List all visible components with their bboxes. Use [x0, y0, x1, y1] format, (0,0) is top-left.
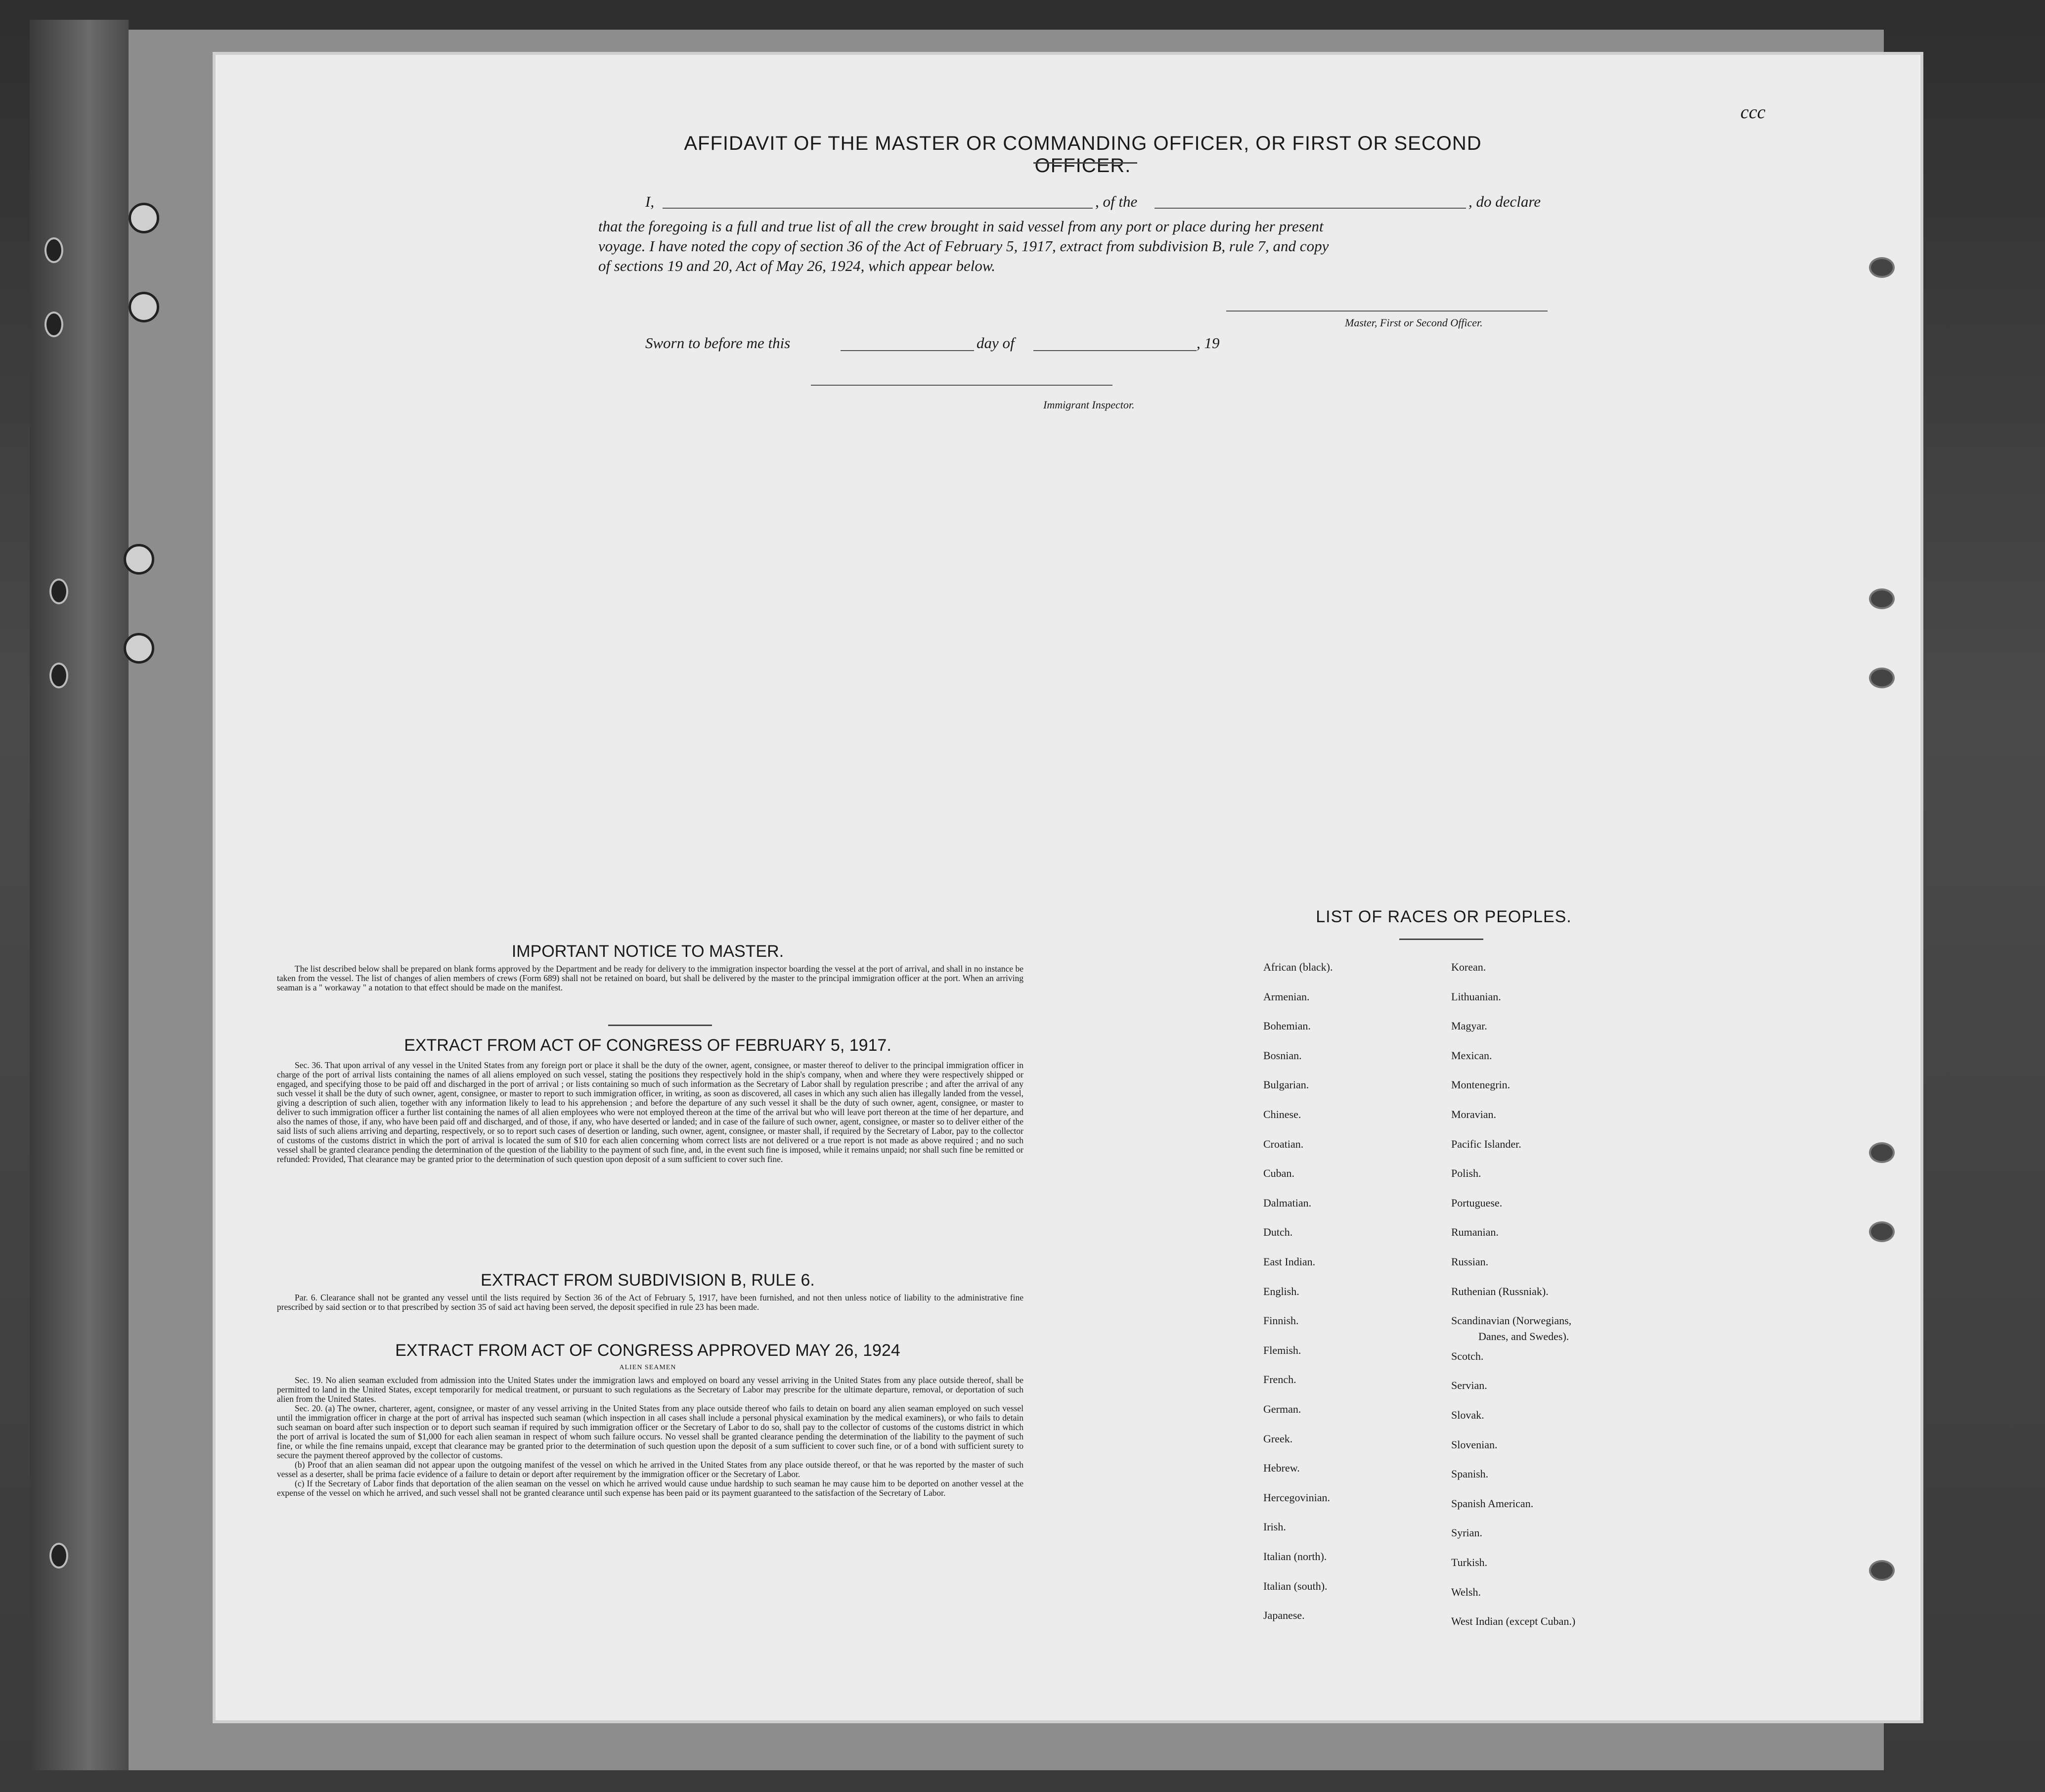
race-item: Servian. [1451, 1379, 1487, 1392]
sworn-day-line [841, 350, 974, 351]
race-item: Chinese. [1263, 1108, 1301, 1120]
race-item: Moravian. [1451, 1108, 1497, 1120]
inspector-caption: Immigrant Inspector. [1043, 399, 1135, 411]
race-item: Greek. [1263, 1432, 1293, 1445]
binder-hole [49, 1543, 68, 1568]
punch-hole [1869, 588, 1895, 609]
race-item: East Indian. [1263, 1255, 1316, 1268]
race-item: Dalmatian. [1263, 1196, 1312, 1209]
master-name-line [663, 208, 1093, 209]
race-item: Polish. [1451, 1167, 1481, 1180]
binder-hole [44, 237, 63, 263]
binder-ring [129, 292, 159, 322]
affidavit-body-line3: of sections 19 and 20, Act of May 26, 1924, which appear below. [598, 257, 996, 274]
race-item: German. [1263, 1403, 1301, 1415]
race-item: Turkish. [1451, 1556, 1488, 1568]
affidavit-of-the-label: , of the [1095, 193, 1138, 210]
sworn-month-line [1033, 350, 1197, 351]
race-item: Cuban. [1263, 1167, 1294, 1180]
binder-hole [44, 312, 63, 337]
section-rule [608, 1025, 712, 1026]
race-item: Scandinavian (Norwegians, [1451, 1314, 1572, 1327]
binder-hole [49, 579, 68, 604]
extract-rule6-text: Par. 6. Clearance shall not be granted any vessel until the lists required by Section 36 of the Act of February 5, 1917, have been furnished, and not then unless notice of liability to the administrative fine prescribed by said section or to that prescribed by section 35 of said act having been served, the deposit specified in rule 23 has been made. [277, 1293, 1023, 1312]
race-item: English. [1263, 1285, 1299, 1298]
inspector-signature-line [811, 385, 1112, 386]
vessel-name-line [1155, 208, 1466, 209]
notice-heading: IMPORTANT NOTICE TO MASTER. [511, 942, 784, 961]
corner-page-mark: ccc [1740, 102, 1766, 123]
affidavit-i-label: I, [645, 193, 655, 210]
race-item: Italian (south). [1263, 1579, 1328, 1592]
race-item: Japanese. [1263, 1609, 1305, 1622]
race-item: Magyar. [1451, 1020, 1487, 1032]
race-item: Flemish. [1263, 1344, 1301, 1356]
punch-hole [1869, 668, 1895, 688]
binder-ring [129, 203, 159, 233]
race-item: Dutch. [1263, 1226, 1293, 1239]
race-item: Hebrew. [1263, 1462, 1300, 1475]
race-item: Irish. [1263, 1521, 1286, 1533]
race-item: Armenian. [1263, 990, 1310, 1003]
heading-rule [1033, 162, 1137, 164]
master-signature-line [1226, 311, 1548, 312]
race-item: Croatian. [1263, 1137, 1304, 1150]
race-item: Lithuanian. [1451, 990, 1501, 1003]
sec20a-text: Sec. 20. (a) The owner, charterer, agent, consignee, or master of any vessel arriving in the United States from any place outside thereof who fails to detain on board any alien seaman employed on such vessel until the immigration officer in charge at the port of arrival has inspected such seaman (which inspection in all cases shall include a personal physical examination by the medical examiners), or who fails to detain such seaman on board after such inspection or to deport such seaman if required by such immigration officer or the Secretary of Labor to do so, shall pay to the collector of customs of the customs district in which the port of arrival is located the sum of $1,000 for each alien seaman in respect of whom such failure occurs. No vessel shall be granted clearance pending the determination of the liability to the payment of such fine, or while the fine remains unpaid, except that clearance may be granted prior to the determination of such question upon the deposit of a sum sufficient to cover such fine, or of a bond with sufficient surety to secure the payment thereof approved by the collector of customs. [277, 1403, 1023, 1460]
race-item: African (black). [1263, 961, 1333, 973]
race-item: Pacific Islander. [1451, 1137, 1521, 1150]
race-item: French. [1263, 1373, 1296, 1386]
punch-hole [1869, 1142, 1895, 1163]
year-label: , 19 [1197, 334, 1220, 352]
race-item: Bosnian. [1263, 1049, 1302, 1062]
race-item: Syrian. [1451, 1526, 1482, 1539]
affidavit-body-line1: that the foregoing is a full and true list of all the crew brought in said vessel from any port or place during her present [598, 218, 1324, 235]
race-item: Slovenian. [1451, 1438, 1498, 1451]
master-caption: Master, First or Second Officer. [1345, 316, 1483, 329]
sworn-label: Sworn to before me this [645, 334, 791, 352]
binder-ring [124, 544, 154, 575]
race-item: Italian (north). [1263, 1550, 1327, 1563]
race-item: West Indian (except Cuban.) [1451, 1615, 1576, 1628]
race-item: Bohemian. [1263, 1020, 1311, 1032]
race-item: Welsh. [1451, 1585, 1481, 1598]
binder-ring [124, 633, 154, 664]
race-item: Ruthenian (Russniak). [1451, 1285, 1549, 1298]
alien-seamen-subheading: ALIEN SEAMEN [619, 1364, 676, 1371]
sec19-text: Sec. 19. No alien seaman excluded from admission into the United States under the immigration laws and employed on board any vessel arriving in the United States from any place outside thereof, shall be permitted to land in the United States, except temporarily for medical treatment, or pursuant to such regulations as the Secretary of Labor may prescribe for the ultimate departure, removal, or deportation of such alien from the United States. [277, 1375, 1023, 1404]
race-item: Spanish American. [1451, 1497, 1534, 1510]
race-item: Finnish. [1263, 1314, 1299, 1327]
race-item: Slovak. [1451, 1409, 1484, 1421]
race-item: Korean. [1451, 961, 1486, 973]
race-item: Bulgarian. [1263, 1078, 1309, 1091]
extract-1924-text [277, 1376, 1023, 1498]
race-item: Mexican. [1451, 1049, 1492, 1062]
race-item: Scotch. [1451, 1349, 1484, 1362]
race-item: Portuguese. [1451, 1196, 1503, 1209]
race-item: Russian. [1451, 1255, 1489, 1268]
notice-text: The list described below shall be prepared on blank forms approved by the Department and be ready for delivery to the immigration inspector boarding the vessel at the port of arrival, and shall in no instance be taken from the vessel. The list of changes of alien members of crews (Form 689) shall not be retained on board, but shall be delivered by the master to the principal immigration officer at the port. When an arriving seaman is a " workaway " a notation to that effect should be made on the manifest. [277, 964, 1023, 992]
extract-rule6-heading: EXTRACT FROM SUBDIVISION B, RULE 6. [481, 1271, 815, 1290]
binder-hole [49, 663, 68, 688]
extract-1917-heading: EXTRACT FROM ACT OF CONGRESS OF FEBRUARY 5, 1917. [404, 1036, 891, 1055]
race-item: Spanish. [1451, 1468, 1489, 1480]
race-scandinavian-cont: Danes, and Swedes). [1478, 1330, 1569, 1343]
race-item: Hercegovinian. [1263, 1491, 1330, 1504]
punch-hole [1869, 1560, 1895, 1581]
race-item: Rumanian. [1451, 1226, 1499, 1239]
races-rule [1399, 939, 1483, 940]
affidavit-declare-label: , do declare [1468, 193, 1541, 210]
sec20c-text: (c) If the Secretary of Labor finds that deportation of the alien seaman on the vessel on which he arrived would cause undue hardship to such seaman he may cause him to be deported on another vessel at the expense of the vessel on which he arrived, and such vessel shall not be granted clearance until such expense has been paid or its payment guaranteed to the satisfaction of the Secretary of Labor. [277, 1478, 1023, 1498]
binder-strip [30, 20, 129, 1770]
sec20b-text: (b) Proof that an alien seaman did not appear upon the outgoing manifest of the vessel on which he arrived in the United States from any place outside thereof, or that he was reported by the master of such vessel as a deserter, shall be prima facie evidence of a failure to detain or deport after requirement by the immigration officer or the Secretary of Labor. [277, 1460, 1023, 1479]
affidavit-body-line2: voyage. I have noted the copy of section 36 of the Act of February 5, 1917, extract from subdivision B, rule 7, and copy [598, 237, 1329, 255]
race-item: Montenegrin. [1451, 1078, 1511, 1091]
extract-1924-heading: EXTRACT FROM ACT OF CONGRESS APPROVED MAY 26, 1924 [395, 1341, 900, 1360]
punch-hole [1869, 1221, 1895, 1242]
extract-1917-text: Sec. 36. That upon arrival of any vessel in the United States from any foreign port or place it shall be the duty of the owner, agent, consignee, or master thereof to deliver to the principal immigration officer in charge of the port of arrival lists containing the names of all aliens employed on such vessel, stating the positions they respectively hold in the ship's company, when and where they were respectively shipped or engaged, and specifying those to be paid off and discharged in the port of arrival ; or lists containing so much of such information as the Secretary of Labor shall by regulation prescribe ; and after the arrival of any such vessel it shall be the duty of such owner, agent, consignee, or master to report to such immigration officer, in writing, as soon as discovered, all cases in which any such alien has illegally landed from the vessel, giving a description of such alien, together with any information likely to lead to his apprehension ; and before the departure of any such vessel it shall be the duty of such owner, agent, consignee, or master to deliver to such immigration officer a further list containing the names of all alien employees who were not employed thereon at the time of the arrival but who will leave port thereon at the time of her departure, and also the names of those, if any, who have been paid off and discharged, and of those, if any, who have deserted or landed; and in case of the failure of such owner, agent, consignee, or master so to deliver either of the said lists of such aliens arriving and departing, respectively, or so to report such cases of desertion or landing, such owner, agent, consignee, or master shall, if required by the Secretary of Labor, pay to the collector of customs of the customs district in which the port of arrival is located the sum of $10 for each alien concerning whom correct lists are not delivered or a true report is not made as above required ; and no such vessel shall be granted clearance pending the determination of the question of the liability to the payment of such fine, and, in the event such fine is imposed, while it remains unpaid; nor shall such fine be remitted or refunded: Provided, That clearance may be granted prior to the determination of such question upon deposit of a sum sufficient to cover such fine. [277, 1060, 1023, 1164]
day-of-label: day of [977, 334, 1015, 352]
races-heading: LIST OF RACES OR PEOPLES. [1316, 907, 1572, 926]
punch-hole [1869, 257, 1895, 278]
affidavit-heading: AFFIDAVIT OF THE MASTER OR COMMANDING OFFICER, OR FIRST OR SECOND OFFICER. [684, 133, 1482, 177]
